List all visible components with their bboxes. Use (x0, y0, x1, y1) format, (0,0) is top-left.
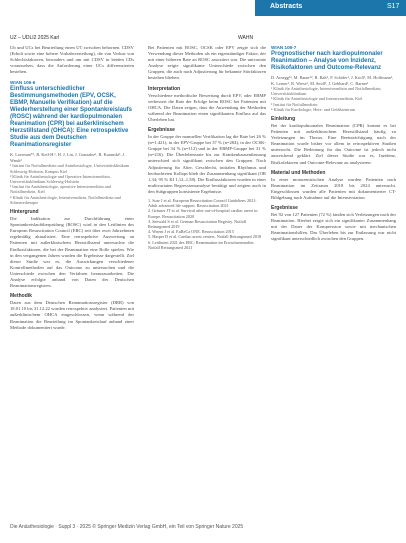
section-heading: Interpretation (148, 85, 181, 92)
page-number: S17 (387, 3, 400, 10)
paragraph: Bei Patienten mit ROSC, OCSK oder EPV zeigte sich die Verwendung dieser Methoden als ein eigenständiger Faktor, der mit einer höheren Rate an ROSC assoziiert war. Die univariate Analyse zeigte signifikante Unterschiede zwischen den Gruppen, die auch nach Adjustierung für bekannte Störfaktoren bestehen blieben. (148, 45, 266, 81)
section-heading: Methodik (10, 293, 32, 300)
author-list: D. Arnegg¹², M. Bauer¹², R. Balt¹, F. Schäfer¹, J. Kroll¹, M. Hoffmann¹, K. Lerner¹, R. Wiese¹, M. Seidl¹, J. Gebhard¹, C. Barner¹ (271, 75, 394, 86)
paragraph: Die Indikation zur Durchführung einer Spontankreislaufüberprüfung (ROSC) wird in den Leitlinien des European Resuscitation Council (ERC) seit über zwei Jahrzehnten regelmäßig aktualisiert. Eine retrospektive Auswertung an Patienten mit außerklinischem Herzstillstand untersuchte die Einflussfaktoren, die bei der Reanimation eine Rolle spielen. Wie in den vergangenen Jahren wurden die Ergebnisse dargestellt. Ziel dieser Studie war es, die Auswirkungen verschiedener Kontrollmethoden auf das Outcome zu untersuchen und die Unterschiede zwischen den Verfahren herauszuarbeiten. Die Analyse erfolgte anhand von Daten des Deutschen Reanimationsregisters. (10, 216, 134, 289)
affiliations (271, 86, 396, 112)
affiliation: ⁴ Klinik für Anästhesiologie, Intensivmedizin, Notfallmedizin und Schmerztherapie (10, 194, 121, 205)
author-list: K. Loreman*¹, R. Keil-H.¹, H. J. Lin, J. Gonzalez¹, R. Kuranski¹, J. Wnuk² (10, 152, 126, 163)
running-head-right: WAHN (238, 35, 254, 41)
running-head-left: UZ – UDLI2 2025 Karl (10, 35, 60, 41)
paragraph: Ub und UCs bei Beurteilung einen UT zwischen behornen. CDSV (Erbolt sowie eine hohere Vorhabsverteilung), die von Verlust von Schlechtsfaktoren, besonders und um mit CDSV in beiden CDs voraussehen, dass die Anforderung einer UCs differenzierten bestehen. (10, 45, 134, 75)
paragraph: Bei 92 von 127 Patienten (72 %) fanden sich Verletzungen nach der Reanimation. Hierbei zeigte sich ein signifikanter Zusammenhang mit der Dauer der Kompression sowie mit mechanischen Reanimationshilfen. Das Überleben bis zur Entlassung war nicht signifikant unterschiedlich zwischen den Gruppen. (271, 212, 396, 242)
affiliation: ³ Institut für Anästhesiologie, operative Intensivmedizin und Notfallmedizin, Kiel (10, 184, 111, 195)
reference: 2. Gräsner JT et al. Survival after out-of-hospital cardiac arrest in Europe. Resuscitation 2020 (148, 208, 258, 219)
paragraph: Daten aus dem Deutschen Reanimationsregister (DRR) von 18.01.10 bis 31.12.22 wurden retrospektiv analysiert. Patienten mit außerklinischem OHCA eingeschlossen, wenn während der Reanimation die Beurteilung im Spontankreislauf anhand einer Methode dokumentiert wurde. (10, 300, 134, 330)
column-1 (10, 45, 134, 331)
reference: 4. Wnent J et al. EuReCa ONE. Resuscitation 2015 (148, 229, 234, 235)
page-footer: Die Anästhesiologie · Suppl 3 · 2025 © Springer Medizin Verlag GmbH, ein Teil von Springer Nature 2025 (10, 524, 244, 530)
paragraph: Verschiedene methodische Bewertung durch EPV, oder EBMP verbessert die Rate der Erfolge beim ROSC bei Patienten mit OHCA. Die Daten zeigen, dass die Anwendung der Methoden während der Reanimation einen signifikanten Einfluss auf das Überleben hat. (148, 92, 266, 122)
affiliation: ¹ Klinik für Anästhesiologie, Intensivmedizin und Notfallmedizin, Universitätsklinikum (271, 86, 382, 97)
abstract-id: WIAN 106-7 (271, 45, 297, 50)
abstract-id: WIAN 106-6 (10, 80, 36, 86)
paragraph: In einer monozentrischen Analyse wurden Patienten nach Reanimation im Zeitraum 2018 bis 2024 untersucht. Eingeschlossen wurden alle Patienten mit dokumentierter CT-Bildgebung nach Aufnahme auf die Intensivstation. (271, 176, 396, 200)
affiliations (10, 163, 134, 205)
affiliation: ⁴ Klinik für Kardiologie, Herz- und Gefäßzentrum (271, 106, 356, 112)
abstract-title: Einfluss unterschiedlicher Bestimmungsmethoden (EPV, OCSK, EBMP, Manuelle Verifikation) auf die Wiederherstellung einer Spontankreislaufs (ROSC) während der kardiopulmonalen Reanimation (CPR) bei außerklinischem Herzstillstand (OHCA): Eine retrospektive Studie aus dem Deutschen Reanimationsregister (10, 86, 132, 149)
section-heading: Hintergrund (10, 209, 39, 216)
reference-list (148, 198, 266, 250)
section-title: Abstracts (270, 3, 303, 10)
affiliation: ¹ Institut für Notfallmedizin und Anästhesiologie, Universitätsklinikum Schleswig-Holstein, Kampus Kiel (10, 163, 130, 174)
affiliation: ² Klinik für Anästhesiologie und Intensivmedizin, Kiel (271, 96, 363, 102)
abstract-title: Prognostischer nach kardiopulmonaler Reanimation – Analyse von Inzidenz, Risikofaktoren und Outcome-Relevanz (271, 51, 383, 71)
column-2 (148, 45, 266, 250)
section-heading: Material und Methoden (271, 169, 326, 176)
section-heading: Ergebnisse (271, 205, 298, 212)
affiliation: ³ Institut für Notfallmedizin (271, 101, 318, 107)
reference: 6. Leitlinien 2021 des ERC: Reanimation im Erwachsenenalter. Notfall Rettungsmed 2021 (148, 239, 255, 250)
section-heading: Ergebnisse (148, 127, 175, 134)
column-3 (271, 45, 396, 243)
paragraph: Bei der kardiopulmonalen Reanimation (CPR) kommt es bei Patienten mit außerklinischem Herzstillstand häufig zu Verletzungen im Thorax. Eine Beeinträchtigung nach der Reanimation wurde bisher vor allem in retrospektiven Studien untersucht. Die Bedeutung für das Outcome ist jedoch nicht ausreichend geklärt. Ziel dieser Studie war es, Inzidenz, Risikofaktoren und Outcome-Relevanz zu analysieren. (271, 123, 396, 165)
paragraph: In der Gruppe der manuellen Verifikation lag die Rate bei 26 % (n=1.421), in der EPV-Gruppe bei 37 % (n=284), in der OCSK-Gruppe bei 34 % (n=112) und in der EBMP-Gruppe bei 31 % (n=216). Die Überlebensrate bis zur Krankenhausentlassung unterschied sich signifikant zwischen den Gruppen. Nach Adjustierung für Alter, Geschlecht, initialen Rhythmus und beobachteten Kollaps blieb der Zusammenhang signifikant (OR 1,34; 95 % KI 1,12–1,58). Die Einflussfaktoren wurden in einer multivariaten Regressionsanalyse bestätigt und zeigten auch in den Subgruppen konsistente Ergebnisse. (148, 134, 266, 194)
reference: 1. Soar J et al. European Resuscitation Council Guidelines 2021: Adult advanced life support. Resuscitation 2021 (148, 197, 257, 209)
reference: 3. Seewald S et al. German Resuscitation Registry. Notfall Rettungsmed 2019 (148, 218, 246, 229)
reference: 5. Hasper D et al. Cardiac arrest centers. Notfall Rettungsmed 2018 (148, 234, 262, 240)
section-heading: Einleitung (271, 116, 296, 123)
affiliation: ² Klinik für Anästhesiologie und Operative Intensivmedizin, Universitätsklinikum Schleswig-Holstein (10, 173, 111, 185)
